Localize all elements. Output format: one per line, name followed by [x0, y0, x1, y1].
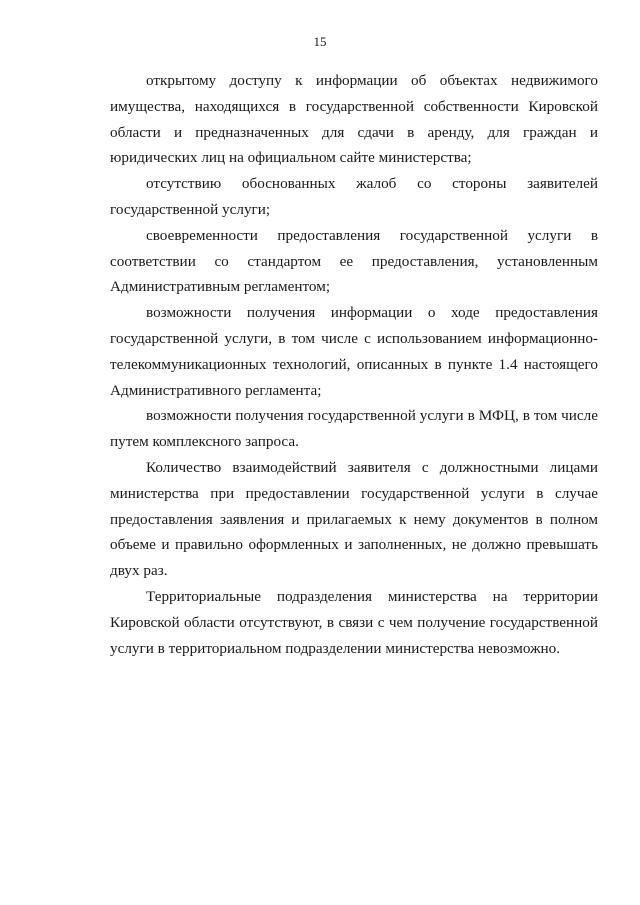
paragraph-territorial-units: Территориальные подразделения министерства на территории Кировской области отсутствуют, в связи с чем получение государственной услуги в территориальном подразделении министерства невозможно. — [110, 587, 598, 657]
paragraph-no-complaints: отсутствию обоснованных жалоб со стороны заявителей государственной услуги; — [110, 175, 598, 218]
paragraph-mfc: возможности получения государственной услуги в МФЦ, в том числе путем комплексного запроса. — [110, 407, 598, 451]
document-body — [110, 68, 598, 661]
paragraph-timeliness: своевременности предоставления государственной услуги в соответствии со стандартом ее предоставления, установленным Административным регламентом; — [110, 226, 598, 296]
paragraph-interactions-count: Количество взаимодействий заявителя с должностными лицами министерства при предоставлении государственной услуги в случае предоставления заявления и прилагаемых к нему документов в полном объеме и правильно оформленных и заполненных, не должно превышать двух раз. — [110, 458, 598, 580]
page-number: 15 — [313, 34, 327, 49]
paragraph-open-access: открытому доступу к информации об объектах недвижимого имущества, находящихся в государственной собственности Кировской области и предназначенных для сдачи в аренду, для граждан и юридических лиц на официальном сайте министерства; — [110, 72, 598, 167]
paragraph-progress-info: возможности получения информации о ходе предоставления государственной услуги, в том числе с использованием информационно-телекоммуникационных технологий, описанных в пункте 1.4 настоящего Административного регламента; — [110, 304, 598, 399]
